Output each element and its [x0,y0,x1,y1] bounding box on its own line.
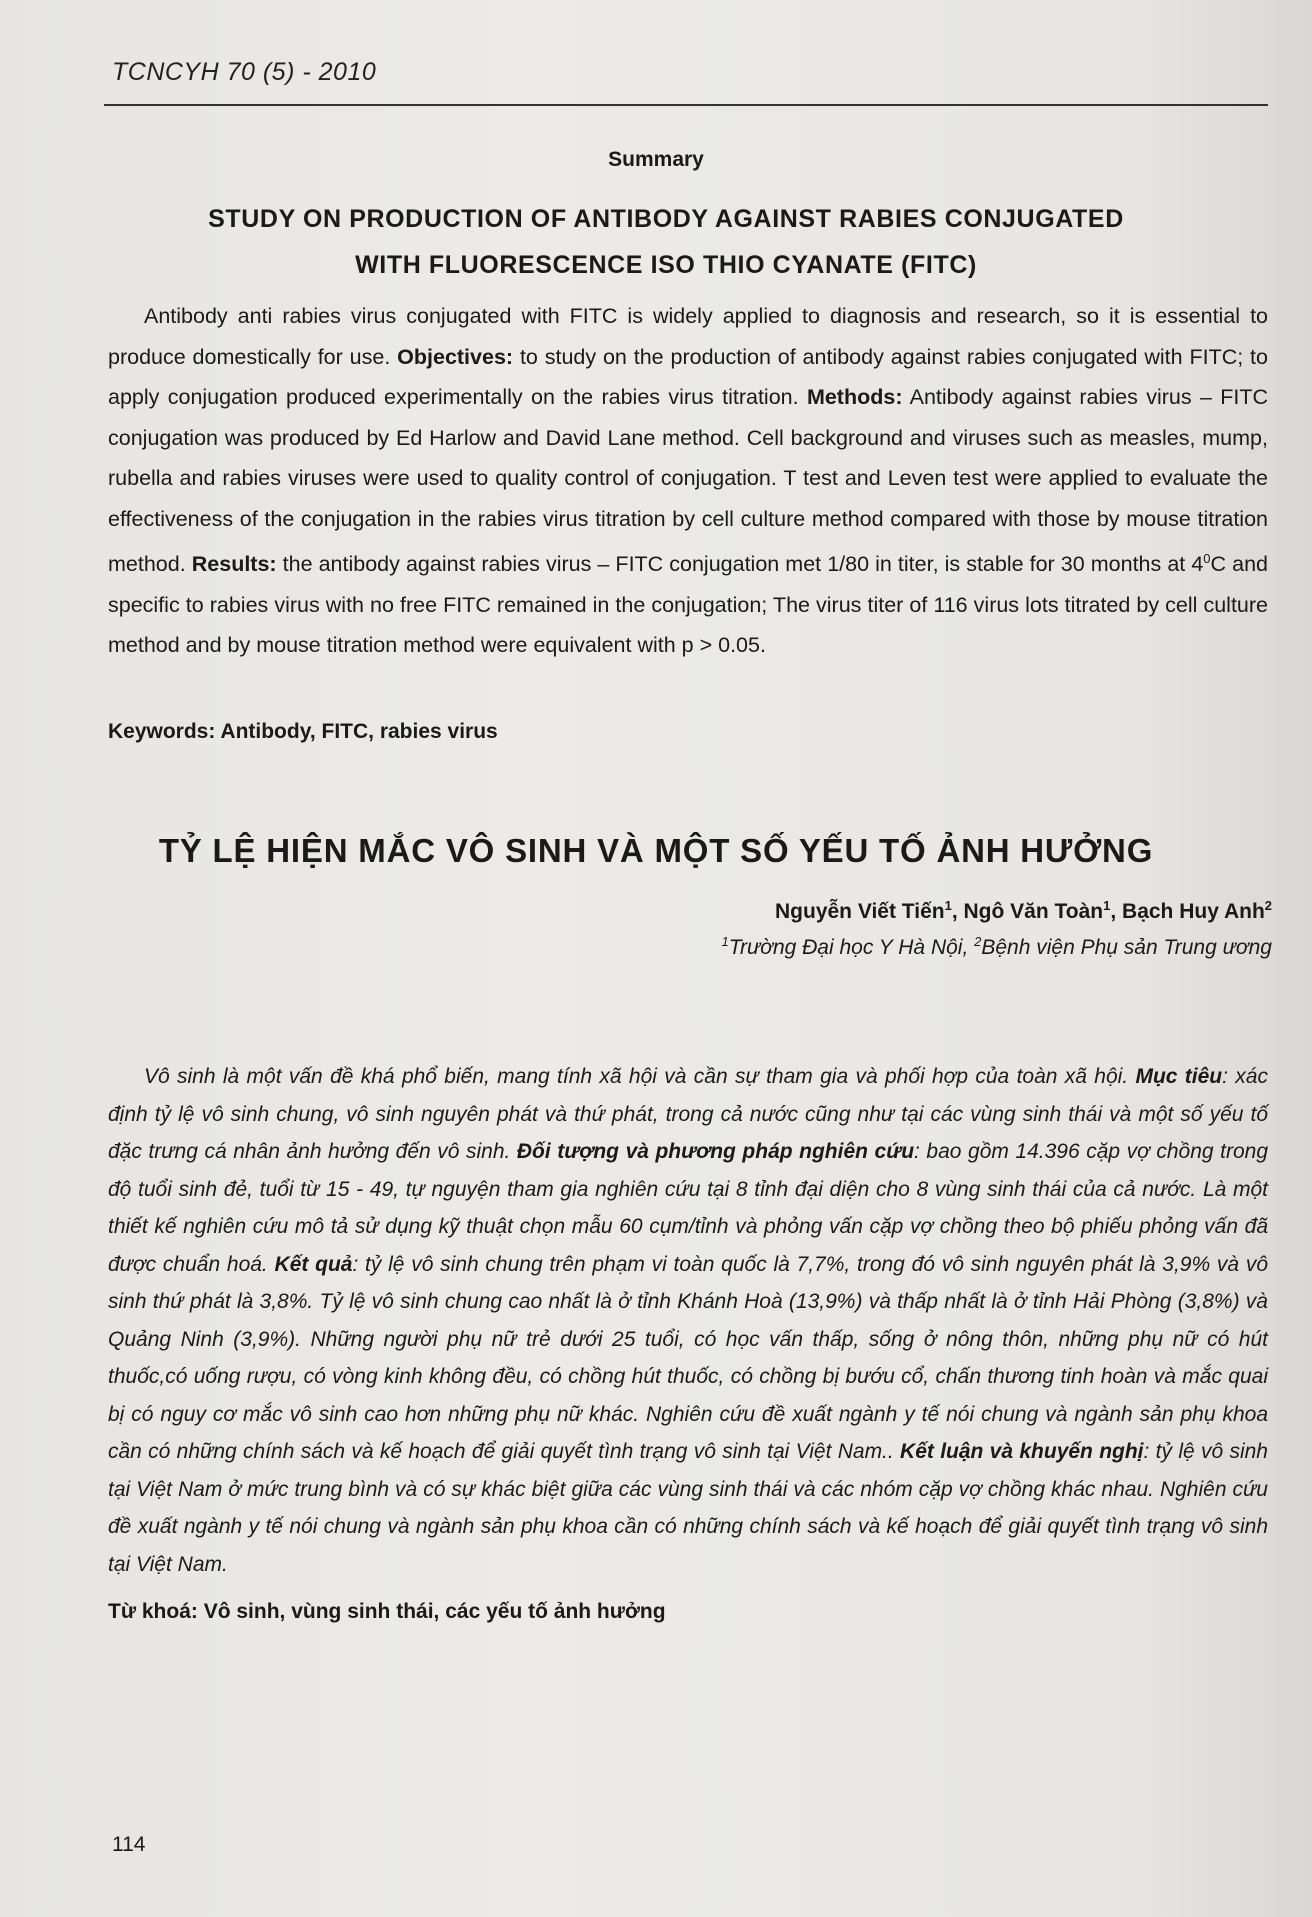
vn-conclusion-label: Kết luận và khuyến nghị [900,1440,1144,1463]
author-3-sup: 2 [1264,898,1272,913]
english-title [160,196,1172,288]
author-1-sup: 1 [944,898,952,913]
degree-superscript: 0 [1203,551,1211,566]
journal-header: TCNCYH 70 (5) - 2010 [112,58,377,86]
affil-2: Bệnh viện Phụ sản Trung ương [981,936,1272,959]
authors [775,898,1272,924]
summary-label: Summary [608,148,704,171]
vn-results-text: : tỷ lệ vô sinh chung trên phạm vi toàn quốc là 7,7%, trong đó vô sinh nguyên phát là 3,9% và vô sinh thứ phát là 3,8%. Tỷ lệ vô sinh chung cao nhất là ở tỉnh Khánh Hoà (13,9%) và thấp nhất là ở tỉnh Hải Phòng (3,8%) và Quảng Ninh (3,9%). Những người phụ nữ trẻ dưới 25 tuổi, có học vấn thấp, sống ở nông thôn, những phụ nữ có hút thuốc,có uống rượu, có vòng kinh không đều, có chồng hút thuốc, có chồng bị bướu cổ, chấn thương tinh hoàn và mắc quai bị có nguy cơ mắc vô sinh cao hơn những phụ nữ khác. Nghiên cứu đề xuất ngành y tế nói chung và ngành sản phụ khoa cần có những chính sách và kế hoạch để giải quyết tình trạng vô sinh tại Việt Nam.. [108,1252,1268,1463]
vn-conclusion-text: : tỷ lệ vô sinh tại Việt Nam ở mức trung bình và có sự khác biệt giữa các vùng sinh thái và các nhóm cặp vợ chồng khác nhau. Nghiên cứu đề xuất ngành y tế nói chung và ngành sản phụ khoa cần có những chính sách và kế hoạch để giải quyết tình trạng vô sinh tại Việt Nam. [108,1440,1268,1576]
vietnamese-abstract [108,1058,1268,1583]
english-objectives-label: Objectives: [397,344,514,369]
english-results-text-pre: the antibody against rabies virus – FITC conjugation met 1/80 in titer, is stable for 30 months at 4 [276,552,1204,577]
author-2-sup: 1 [1103,898,1111,913]
english-abstract [108,296,1268,666]
author-separator: , [1110,900,1123,923]
affil-1: Trường Đại học Y Hà Nội, [728,936,975,959]
english-abstract-intro: Antibody anti rabies virus conjugated with FITC is widely applied to diagnosis and research, so it is essential to produce domestically for use. [108,304,1268,369]
vn-methods-label: Đối tượng và phương pháp nghiên cứu [516,1140,915,1163]
affil-2-sup: 2 [974,934,982,949]
english-objectives-text: to study on the production of antibody against rabies conjugated with FITC; to apply conjugation produced experimentally on the rabies virus titration. [108,344,1268,409]
english-results-text-post: C and specific to rabies virus with no free FITC remained in the conjugation; The virus titer of 116 virus lots titrated by cell culture method and by mouse titration method were equivalent with p > 0.05. [108,552,1268,658]
english-results-label: Results: [191,552,277,577]
vn-methods-text: : bao gồm 14.396 cặp vợ chồng trong độ tuổi sinh đẻ, tuổi từ 15 - 49, tự nguyện tham gia nghiên cứu tại 8 tỉnh đại diện cho 8 vùng sinh thái của cả nước. Là một thiết kế nghiên cứu mô tả sử dụng kỹ thuật chọn mẫu 60 cụm/tỉnh và phỏng vấn cặp vợ chồng theo bộ phiếu phỏng vấn đã được chuẩn hoá. [108,1140,1268,1276]
vn-objectives-label: Mục tiêu [1135,1065,1223,1088]
vietnamese-keywords: Từ khoá: Vô sinh, vùng sinh thái, các yếu tố ảnh hưởng [108,1600,666,1623]
affil-1-sup: 1 [721,934,729,949]
vn-results-label: Kết quả [274,1252,353,1276]
author-2: Ngô Văn Toàn [963,900,1104,923]
vn-objectives-text: : xác định tỷ lệ vô sinh chung, vô sinh nguyên phát và thứ phát, trong cả nước cũng như tại các vùng sinh thái và một số yếu tố đặc trưng cá nhân ảnh hưởng đến vô sinh. [108,1065,1268,1163]
author-1: Nguyễn Viết Tiến [775,900,945,923]
author-3: Bạch Huy Anh [1122,900,1265,923]
english-keywords: Keywords: Antibody, FITC, rabies virus [108,720,498,743]
english-methods-text: Antibody against rabies virus – FITC conjugation was produced by Ed Harlow and David Lane method. Cell background and viruses such as measles, mump, rubella and rabies viruses were used to quality control of conjugation. T test and Leven test were applied to evaluate the effectiveness of the conjugation in the rabies virus titration by cell culture method compared with those by mouse titration method. [108,385,1269,577]
page-number: 114 [112,1833,146,1856]
english-methods-label: Methods: [806,385,903,409]
header-rule [104,104,1268,106]
vn-abstract-intro: Vô sinh là một vấn đề khá phổ biến, mang tính xã hội và cần sự tham gia và phối hợp của toàn xã hội. [144,1065,1136,1088]
english-title-line-1: STUDY ON PRODUCTION OF ANTIBODY AGAINST RABIES CONJUGATED [208,205,1124,233]
author-separator: , [951,900,964,923]
affiliations [721,934,1272,960]
article-title: TỶ LỆ HIỆN MẮC VÔ SINH VÀ MỘT SỐ YẾU TỐ ẢNH HƯỞNG [158,832,1154,869]
english-title-line-2: WITH FLUORESCENCE ISO THIO CYANATE (FITC) [355,251,977,279]
